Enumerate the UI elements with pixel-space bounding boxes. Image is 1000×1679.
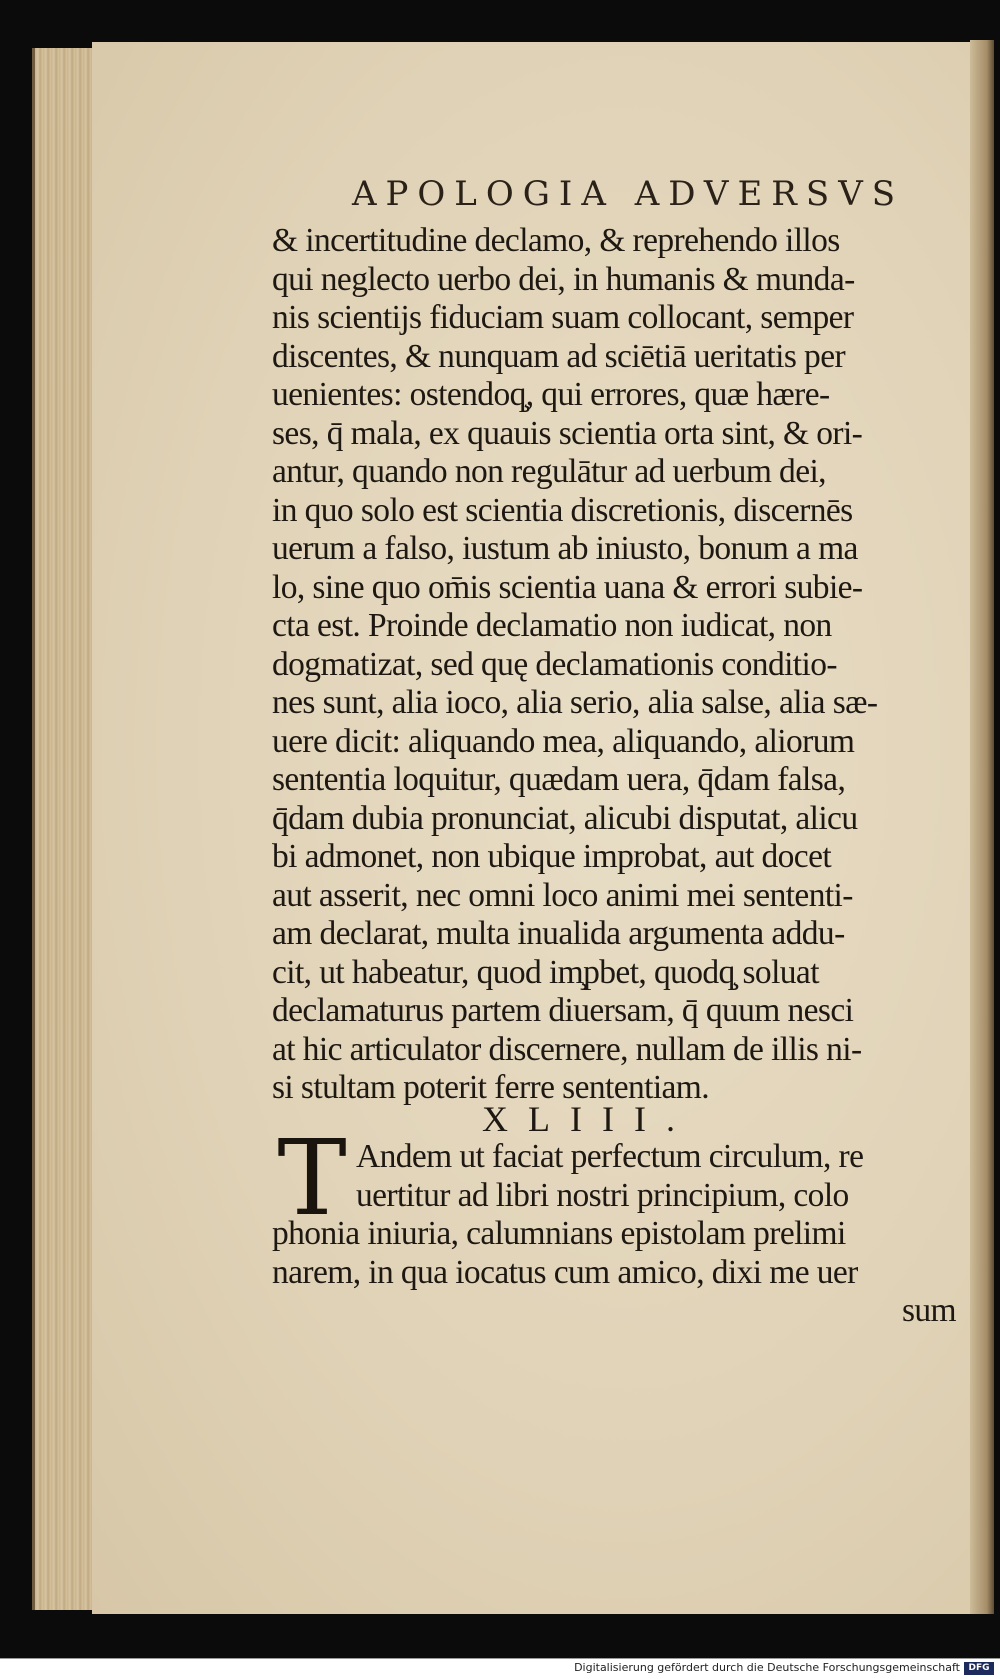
text-line: cta est. Proinde declamatio non iudicat, non (272, 607, 832, 644)
page-right-edge (970, 40, 994, 1614)
text-line: dogmatizat, sed quę declamationis conditio- (272, 645, 837, 683)
paragraph-1 (272, 222, 962, 1108)
running-head: APOLOGIA ADVERSVS (352, 174, 905, 214)
text-line: si stultam poterit ferre sententiam. (272, 1069, 710, 1106)
drop-cap-initial: T (277, 1117, 347, 1239)
text-line: uertitur ad libri nostri principium, colo (356, 1176, 849, 1214)
catchword: sum (901, 1292, 956, 1329)
dfg-logo: DFG (964, 1662, 994, 1675)
text-line: discentes, & nunquam ad sciētiā ueritatis per (272, 337, 846, 375)
digitization-footer (0, 1658, 1000, 1679)
paragraph-2 (272, 1138, 962, 1331)
text-line: am declarat, multa inualida argumenta addu- (272, 915, 845, 952)
text-line: nis scientijs fiduciam suam collocant, semper (272, 299, 854, 336)
text-line: qui neglecto uerbo dei, in humanis & munda- (272, 260, 855, 298)
page-edges (32, 48, 97, 1610)
footer-credit: Digitalisierung gefördert durch die Deutsche Forschungsgemeinschaft (574, 1661, 960, 1674)
text-line: aut asserit, nec omni loco animi mei sententi- (272, 876, 853, 914)
text-line: uere dicit: aliquando mea, aliquando, aliorum (272, 722, 855, 760)
text-line: phonia iniuria, calumnians epistolam prelimi (272, 1215, 846, 1252)
text-line: uerum a falso, iustum ab iniusto, bonum a ma (272, 530, 858, 567)
text-line: & incertitudine declamo, & reprehendo illos (272, 222, 840, 259)
text-line: lo, sine quo om̄is scientia uana & errori subie- (272, 568, 863, 606)
text-line: cit, ut habeatur, quod im̧pbet, quodq̧ soluat (272, 953, 819, 991)
text-line: Andem ut faciat perfectum circulum, re (356, 1138, 864, 1175)
text-line: uenientes: ostendoq̧, qui errores, quæ hære- (272, 376, 830, 413)
text-line: declamaturus partem diuersam, q̄ quum nesci (272, 992, 854, 1029)
text-line: bi admonet, non ubique improbat, aut docet (272, 838, 832, 875)
text-line: at hic articulator discernere, nullam de illis ni- (272, 1030, 862, 1068)
text-line: q̄dam dubia pronunciat, alicubi disputat, alicu (272, 799, 858, 837)
text-line: narem, in qua iocatus cum amico, dixi me uer (272, 1253, 858, 1291)
text-line: antur, quando non regulātur ad uerbum dei, (272, 453, 826, 490)
chapter-number: XLIII. (482, 1099, 695, 1139)
text-line: nes sunt, alia ioco, alia serio, alia salse, alia sæ- (272, 684, 878, 721)
text-line: sententia loquitur, quædam uera, q̄dam falsa, (272, 761, 846, 798)
text-line: ses, q̄ mala, ex quauis scientia orta sint, & ori- (272, 414, 863, 452)
text-line: in quo solo est scientia discretionis, discernēs (272, 491, 853, 529)
